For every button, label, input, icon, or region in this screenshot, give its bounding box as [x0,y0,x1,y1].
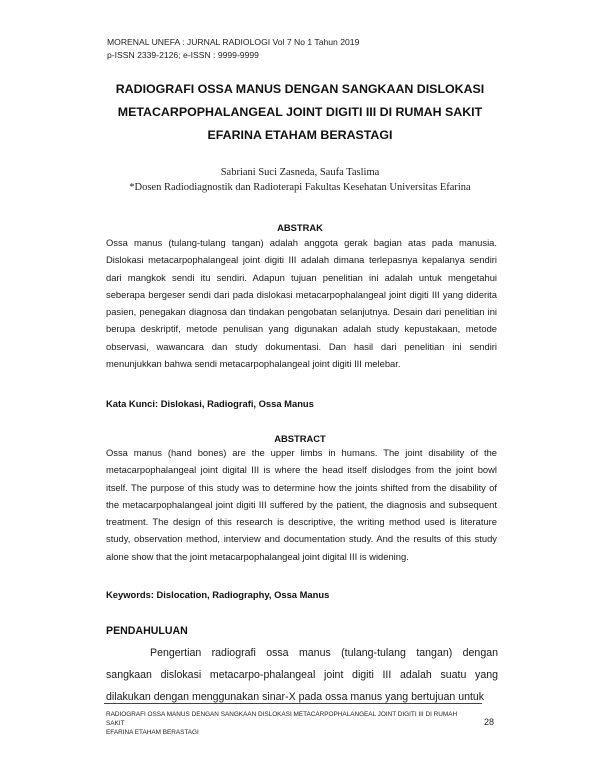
title-line-1: RADIOGRAFI OSSA MANUS DENGAN SANGKAAN DISLOKASI [115,82,485,96]
abstract-text: Ossa manus (hand bones) are the upper limbs in humans. The joint disability of the metacarpophalangeal joint digital III is where the head itself dislodges from the joint bowl itself. The purpose of this study was to determine how the joints shifted from the disability of the metacarpophalangeal joint digiti III suffered by the patient, the diagnosis and subsequent treatment. The design of this research is descriptive, the writing method used is literature study, observation method, interview and documentation study. And the results of this study alone show that the joint metacarpophalangeal joint digital III is widening. [106,447,497,562]
running-footer [106,710,476,737]
section-body-text: Pengertian radiografi ossa manus (tulang-tulang tangan) dengan sangkaan dislokasi metacarpo-phalangeal joint digiti III adalah suatu yang dilakukan dengan menggunakan sinar-X pada ossa manus yang bertujuan untuk [106,647,498,703]
journal-header [107,36,359,62]
footer-title-line-1: RADIOGRAFI OSSA MANUS DENGAN SANGKAAN DISLOKASI METACARPOPHALANGEAL JOINT DIGITI III DI RUMAH SAKIT [106,711,458,727]
abstract-heading: ABSTRACT [274,433,326,444]
title-line-2: METACARPOPHALANGEAL JOINT DIGITI III DI RUMAH SAKIT [117,105,483,119]
abstrak-keywords: Kata Kunci: Dislokasi, Radiografi, Ossa Manus [106,398,314,409]
abstrak-heading: ABSTRAK [277,222,323,233]
title-line-3: EFARINA ETAHAM BERASTAGI [207,128,393,142]
section-heading: PENDAHULUAN [106,625,188,637]
authors: Sabriani Suci Zasneda, Saufa Taslima [220,167,380,178]
paper-title [100,78,500,147]
footer-title-line-2: EFARINA ETAHAM BERASTAGI [106,729,199,736]
affiliation: *Dosen Radiodiagnostik dan Radioterapi Fakultas Kesehatan Universitas Efarina [129,182,471,193]
page-number: 28 [484,717,495,727]
journal-issn: p-ISSN 2339-2126; e-ISSN : 9999-9999 [107,50,259,60]
abstrak-text: Ossa manus (tulang-tulang tangan) adalah anggota gerak bagian atas pada manusia. Dislokasi metacarpophalangeal joint digiti III adalah dimana terlepasnya kepalanya sendiri dari mangkok sendi itu sendiri. Adapun tujuan penelitian ini adalah untuk mengetahui seberapa bergeser sendi dari pada dislokasi metacarpophalangeal joint digiti III yang diderita pasien, penegakan diagnosa dan tindakan pengobatan selanjutnya. Desain dari penelitian ini berupa deskriptif, metode penulisan yang digunakan adalah study kepustakaan, metode observasi, wawancara dan study dokumentasi. Dan hasil dari penelitian ini sendiri menunjukkan bahwa sendi metacarpophalangeal joint digiti III melebar. [106,237,497,370]
footer-divider [104,703,482,704]
journal-name: MORENAL UNEFA : JURNAL RADIOLOGI Vol 7 No 1 Tahun 2019 [107,37,360,47]
abstract-keywords: Keywords: Dislocation, Radiography, Ossa Manus [106,589,330,600]
